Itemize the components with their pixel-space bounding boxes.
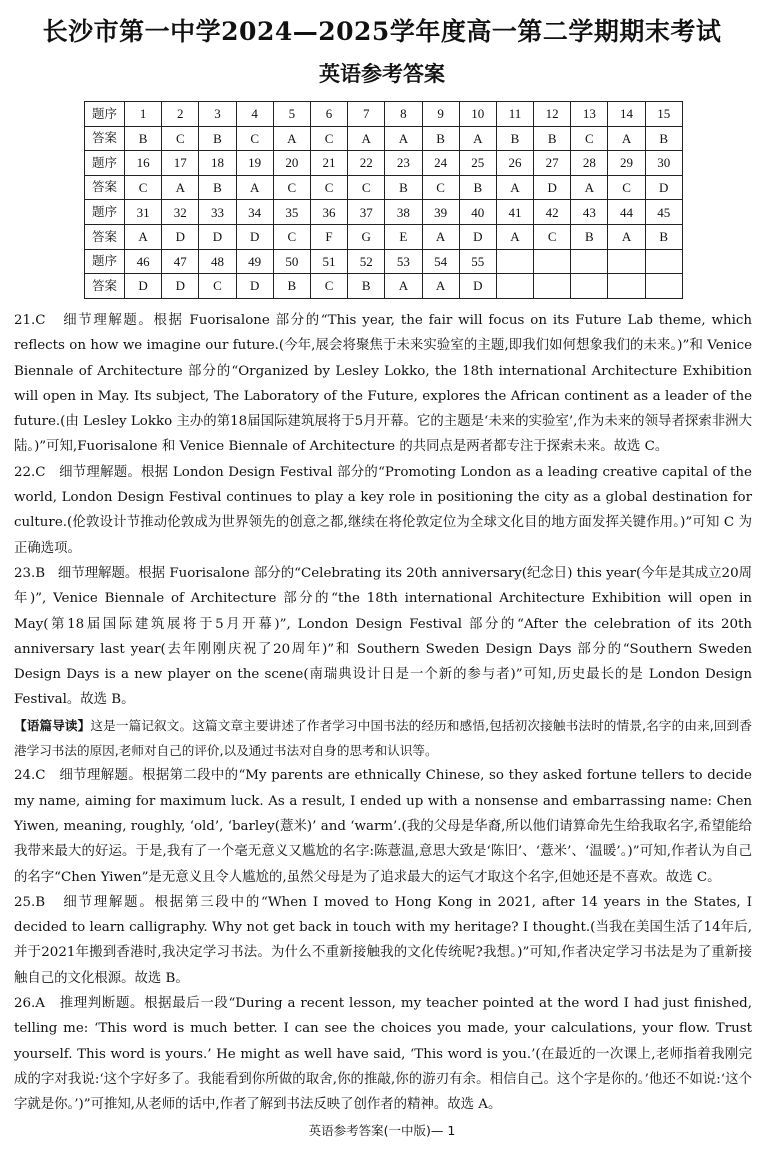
- answer-cell: C: [310, 175, 347, 200]
- answer-cell: A: [422, 224, 459, 249]
- answer-cell: D: [162, 224, 199, 249]
- question-number-cell: 51: [310, 249, 347, 274]
- answer-cell: B: [645, 126, 682, 151]
- answer-cell: B: [273, 274, 310, 299]
- explanation-text: 推理判断题。根据最后一段“During a recent lesson, my teacher pointed at the word I had just finished, telling me: ‘This word is much better. I can see the choices you made, your calculations, your flow. Trust yourself. This word is yours.’ He might as well have said, ‘This word is you.’(在最近的一次课上,老师指着我刚完成的字对我说:‘这个字好多了。我能看到你所做的取舍,你的推敲,你的游刃有余。相信自己。这个字是你的。’他还不如说:‘这个字就是你。’)”可推知,从老师的话中,作者了解到书法反映了创作者的精神。故选 A。: [14, 996, 752, 1113]
- question-number-row: [85, 151, 683, 176]
- explanation-21: [14, 308, 752, 460]
- question-number-cell: 37: [348, 200, 385, 225]
- answer-cell: D: [459, 224, 496, 249]
- guide-text: 这是一篇记叙文。这篇文章主要讲述了作者学习中国书法的经历和感悟,包括初次接触书法时的情景,名字的由来,回到香港学习书法的原因,老师对自己的评价,以及通过书法对自身的思考和认识等。: [14, 717, 752, 759]
- answer-cell: D: [162, 274, 199, 299]
- question-number-cell: 20: [273, 151, 310, 176]
- answer-cell: D: [236, 274, 273, 299]
- row-label: 题序: [85, 102, 125, 127]
- answer-cell: A: [162, 175, 199, 200]
- question-number-cell: 13: [571, 102, 608, 127]
- question-number: 21.C: [14, 313, 46, 328]
- question-number-cell: 45: [645, 200, 682, 225]
- answer-cell: A: [273, 126, 310, 151]
- answer-cell: C: [125, 175, 162, 200]
- question-number-cell: 31: [125, 200, 162, 225]
- question-number-cell: 29: [608, 151, 645, 176]
- explanation-24: [14, 763, 752, 889]
- question-number-cell: 1: [125, 102, 162, 127]
- answer-cell: [571, 274, 608, 299]
- answer-cell: A: [496, 224, 533, 249]
- question-number-cell: 38: [385, 200, 422, 225]
- answer-cell: C: [422, 175, 459, 200]
- question-number-cell: 18: [199, 151, 236, 176]
- answer-cell: A: [385, 274, 422, 299]
- answer-cell: A: [608, 224, 645, 249]
- question-number-cell: 19: [236, 151, 273, 176]
- question-number-cell: 4: [236, 102, 273, 127]
- question-number-cell: 25: [459, 151, 496, 176]
- question-number-cell: 22: [348, 151, 385, 176]
- question-number-cell: 34: [236, 200, 273, 225]
- question-number-cell: 12: [534, 102, 571, 127]
- explanation-text: 细节理解题。根据 London Design Festival 部分的“Promoting London as a leading creative capital of the world, London Design Festival continues to play a key role in positioning the city as a global destination for culture.(伦敦设计节推动伦敦成为世界领先的创意之都,继续在将伦敦定位为全球文化目的地方面发挥关键作用。)”可知 C 为正确选项。: [14, 464, 752, 556]
- question-number-cell: 15: [645, 102, 682, 127]
- answer-cell: C: [310, 126, 347, 151]
- question-number-cell: [496, 249, 533, 274]
- page-footer: 英语参考答案(一中版)— 1: [308, 1123, 456, 1138]
- answer-cell: C: [162, 126, 199, 151]
- answer-cell: B: [199, 175, 236, 200]
- answer-cell: B: [199, 126, 236, 151]
- page-subtitle: 英语参考答案: [319, 61, 445, 86]
- question-number-cell: [608, 249, 645, 274]
- answer-cell: E: [385, 224, 422, 249]
- question-number-cell: 49: [236, 249, 273, 274]
- question-number-cell: 8: [385, 102, 422, 127]
- question-number-cell: 16: [125, 151, 162, 176]
- answer-cell: C: [273, 224, 310, 249]
- answer-cell: D: [125, 274, 162, 299]
- answer-cell: D: [534, 175, 571, 200]
- explanation-text: 细节理解题。根据第二段中的“My parents are ethnically Chinese, so they asked fortune tellers to decide my name, aiming for maximum luck. As a result, I ended up with a nonsense and embarrassing name: Chen Yiwen, meaning, roughly, ‘old’, ‘barley(薏米)’ and ‘warm’.(我的父母是华裔,所以他们请算命先生给我取名字,希望能给我带来最大的好运。于是,我有了一个毫无意义又尴尬的名字:陈薏温,意思大致是‘陈旧’、‘薏米’、‘温暖’。)”可知,作者认为自己的名字“Chen Yiwen”是无意义且令人尴尬的,虽然父母是为了追求最大的运气才取这个名字,但她还是不喜欢。故选 C。: [14, 768, 752, 885]
- answer-cell: F: [310, 224, 347, 249]
- row-label: 题序: [85, 200, 125, 225]
- answer-cell: [496, 274, 533, 299]
- question-number-cell: [645, 249, 682, 274]
- question-number-cell: 35: [273, 200, 310, 225]
- question-number-cell: 21: [310, 151, 347, 176]
- question-number-cell: 44: [608, 200, 645, 225]
- guide-label: 【语篇导读】: [14, 717, 91, 733]
- answer-table: [84, 101, 683, 299]
- question-number-cell: 3: [199, 102, 236, 127]
- passage-guide: [14, 713, 752, 764]
- answer-cell: D: [236, 224, 273, 249]
- question-number-cell: [534, 249, 571, 274]
- question-number-cell: 26: [496, 151, 533, 176]
- explanation-23: [14, 561, 752, 713]
- question-number-cell: 41: [496, 200, 533, 225]
- answer-cell: A: [608, 126, 645, 151]
- answer-cell: G: [348, 224, 385, 249]
- question-number-cell: 32: [162, 200, 199, 225]
- answer-cell: A: [385, 126, 422, 151]
- answer-cell: C: [348, 175, 385, 200]
- answer-cell: D: [199, 224, 236, 249]
- row-label: 答案: [85, 126, 125, 151]
- question-number: 22.C: [14, 464, 46, 480]
- question-number-cell: 47: [162, 249, 199, 274]
- question-number: 23.B: [14, 565, 46, 581]
- question-number-cell: 27: [534, 151, 571, 176]
- explanation-text: 细节理解题。根据 Fuorisalone 部分的“This year, the fair will focus on its Future Lab theme, which reflects on how we imagine our future.(今年,展会将聚焦于未来实验室的主题,即我们如何想象我们的未来。)”和 Venice Biennale of Architecture 部分的“Organized by Lesley Lokko, the 18th international Architecture Exhibition will open in May. Its subject, The Laboratory of the Future, explores the African continent as a leader of the future.(由 Lesley Lokko 主办的第18届国际建筑展将于5月开幕。它的主题是‘未来的实验室’,作为未来的领导者探索非洲大陆。)”可知,Fuorisalone 和 Venice Biennale of Architecture 的共同点是两者都专注于探索未来。故选 C。: [14, 313, 752, 455]
- answer-row: [85, 175, 683, 200]
- explanation-25: [14, 890, 752, 991]
- question-number-cell: 46: [125, 249, 162, 274]
- answer-cell: A: [571, 175, 608, 200]
- answer-cell: B: [385, 175, 422, 200]
- question-number-cell: 42: [534, 200, 571, 225]
- question-number-cell: 40: [459, 200, 496, 225]
- question-number-cell: 24: [422, 151, 459, 176]
- question-number-cell: 54: [422, 249, 459, 274]
- question-number-cell: 10: [459, 102, 496, 127]
- question-number-cell: 5: [273, 102, 310, 127]
- question-number-cell: 39: [422, 200, 459, 225]
- question-number-cell: 30: [645, 151, 682, 176]
- explanation-text: 细节理解题。根据 Fuorisalone 部分的“Celebrating its 20th anniversary(纪念日) this year(今年是其成立20周年)”, Venice Biennale of Architecture 部分的“the 18th international Architecture Exhibition will open in May(第18届国际建筑展将于5月开幕)”, London Design Festival 部分的“After the celebration of its 20th anniversary last year(去年刚刚庆祝了20周年)”和 Southern Sweden Design Days 部分的“Southern Sweden Design Days is a new player on the scene(南瑞典设计日是一个新的参与者)”可知,历史最长的是 London Design Festival。故选 B。: [14, 565, 752, 708]
- row-label: 题序: [85, 151, 125, 176]
- question-number-cell: 52: [348, 249, 385, 274]
- question-number-cell: 14: [608, 102, 645, 127]
- answer-cell: C: [534, 224, 571, 249]
- answer-cell: B: [496, 126, 533, 151]
- answer-cell: A: [459, 126, 496, 151]
- question-number-cell: 55: [459, 249, 496, 274]
- question-number-cell: 53: [385, 249, 422, 274]
- answer-row: [85, 274, 683, 299]
- question-number-cell: 7: [348, 102, 385, 127]
- question-number-cell: 43: [571, 200, 608, 225]
- answer-cell: D: [459, 274, 496, 299]
- answer-cell: A: [496, 175, 533, 200]
- answer-cell: B: [534, 126, 571, 151]
- question-number-cell: 33: [199, 200, 236, 225]
- answer-cell: C: [571, 126, 608, 151]
- question-number-row: [85, 249, 683, 274]
- answer-cell: A: [125, 224, 162, 249]
- question-number-cell: 50: [273, 249, 310, 274]
- answer-cell: D: [645, 175, 682, 200]
- explanation-text: 细节理解题。根据第三段中的“When I moved to Hong Kong in 2021, after 14 years in the States, I decided to learn calligraphy. Why not get back in touch with my heritage? I thought.(当我在美国生活了14年后,并于2021年搬到香港时,我决定学习书法。为什么不重新接触我的文化传统呢?我想。)”可知,作者决定学习书法是为了重新接触自己的文化根源。故选 B。: [14, 894, 752, 986]
- question-number-cell: 11: [496, 102, 533, 127]
- question-number-cell: 36: [310, 200, 347, 225]
- answer-cell: B: [422, 126, 459, 151]
- row-label: 题序: [85, 249, 125, 274]
- answer-cell: A: [348, 126, 385, 151]
- answer-cell: B: [645, 224, 682, 249]
- question-number: 24.C: [14, 768, 46, 784]
- explanation-26: [14, 991, 752, 1117]
- question-number-cell: 23: [385, 151, 422, 176]
- explanations: [14, 308, 752, 1118]
- question-number-cell: [571, 249, 608, 274]
- answer-cell: B: [571, 224, 608, 249]
- question-number-cell: 48: [199, 249, 236, 274]
- answer-row: [85, 126, 683, 151]
- question-number: 25.B: [14, 894, 46, 910]
- row-label: 答案: [85, 175, 125, 200]
- question-number-cell: 6: [310, 102, 347, 127]
- answer-cell: C: [236, 126, 273, 151]
- row-label: 答案: [85, 274, 125, 299]
- answer-cell: [608, 274, 645, 299]
- answer-cell: B: [348, 274, 385, 299]
- explanation-22: [14, 460, 752, 561]
- question-number-cell: 2: [162, 102, 199, 127]
- answer-cell: C: [608, 175, 645, 200]
- question-number-cell: 9: [422, 102, 459, 127]
- question-number-cell: 17: [162, 151, 199, 176]
- row-label: 答案: [85, 224, 125, 249]
- page-title: 长沙市第一中学2024—2025学年度高一第二学期期末考试: [42, 17, 722, 46]
- question-number-cell: 28: [571, 151, 608, 176]
- answer-cell: C: [273, 175, 310, 200]
- answer-cell: B: [125, 126, 162, 151]
- question-number-row: [85, 200, 683, 225]
- question-number: 26.A: [14, 996, 45, 1012]
- answer-cell: B: [459, 175, 496, 200]
- answer-cell: A: [422, 274, 459, 299]
- answer-cell: C: [310, 274, 347, 299]
- answer-cell: [534, 274, 571, 299]
- answer-cell: A: [236, 175, 273, 200]
- answer-row: [85, 224, 683, 249]
- answer-cell: C: [199, 274, 236, 299]
- answer-cell: [645, 274, 682, 299]
- question-number-row: [85, 102, 683, 127]
